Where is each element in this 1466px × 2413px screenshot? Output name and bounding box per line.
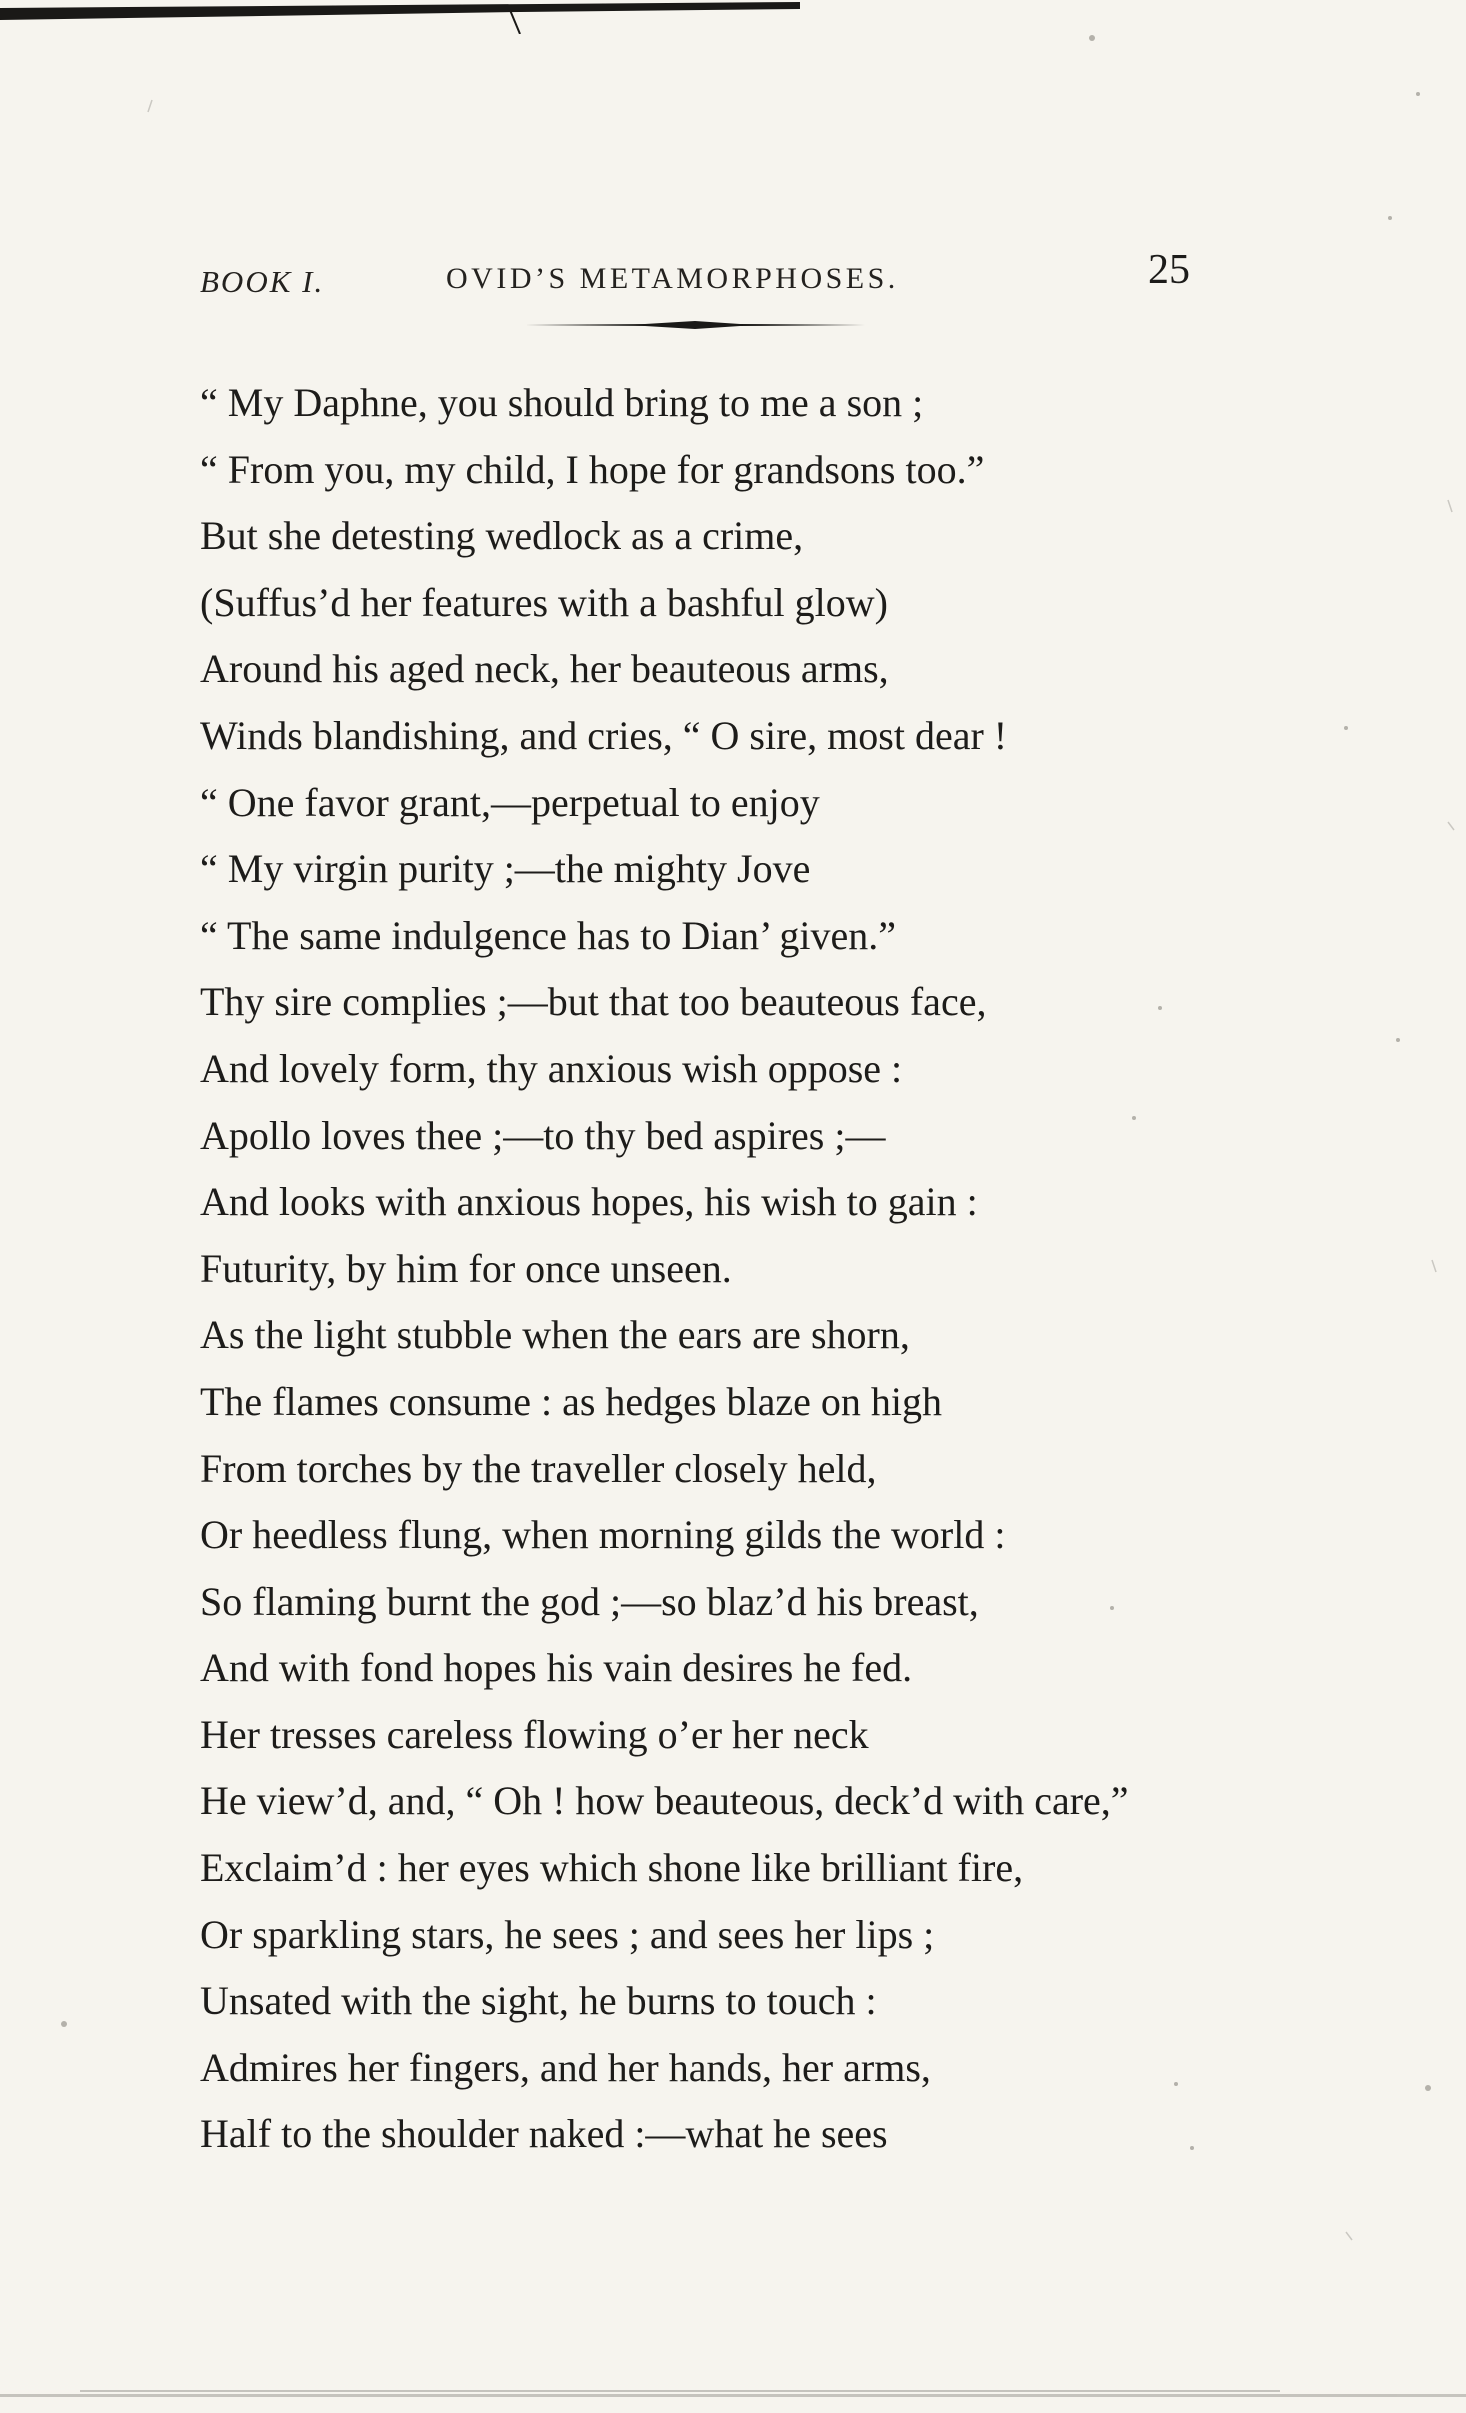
poem-line: Unsated with the sight, he burns to touch : [200,1978,877,2024]
poem-line: Her tresses careless flowing o’er her neck [200,1711,869,1757]
poem-line: “ From you, my child, I hope for grandsons too.” [200,446,985,492]
poem-line: Admires her fingers, and her hands, her arms, [200,2044,931,2090]
poem-line: “ The same indulgence has to Dian’ given.” [200,912,897,958]
poem-line: But she detesting wedlock as a crime, [200,513,804,559]
poem-line: He view’d, and, “ Oh ! how beauteous, deck’d with care,” [200,1778,1129,1824]
poem-line: Winds blandishing, and cries, “ O sire, most dear ! [200,712,1008,758]
poem-line: As the light stubble when the ears are shorn, [200,1312,910,1358]
book-title: OVID’S METAMORPHOSES. [446,262,899,295]
poem-line: So flaming burnt the god ;—so blaz’d his breast, [200,1578,979,1624]
running-head [0,246,1466,306]
poem-line: Apollo loves thee ;—to thy bed aspires ;— [200,1112,886,1158]
poem-line: And lovely form, thy anxious wish oppose : [200,1045,903,1091]
poem-line: (Suffus’d her features with a bashful glow) [200,579,888,625]
poem-line: Exclaim’d : her eyes which shone like brilliant fire, [200,1845,1024,1891]
header-rule [525,318,865,332]
page-number: 25 [1148,247,1190,293]
poem-text [200,370,1200,2168]
poem-line: From torches by the traveller closely held, [200,1445,877,1491]
poem-line: And with fond hopes his vain desires he fed. [200,1645,913,1691]
top-edge-bar [0,0,800,34]
book-label: BOOK I. [200,264,325,299]
poem-line: Or sparkling stars, he sees ; and sees her lips ; [200,1911,935,1957]
poem-line: “ One favor grant,—perpetual to enjoy [200,779,820,825]
poem-line: Futurity, by him for once unseen. [200,1245,732,1291]
poem-line: Around his aged neck, her beauteous arms, [200,646,889,692]
poem-line: “ My Daphne, you should bring to me a son ; [200,380,924,425]
poem-line: Or heedless flung, when morning gilds the world : [200,1512,1006,1558]
poem-line: Half to the shoulder naked :—what he sees [200,2111,888,2157]
poem-line: The flames consume : as hedges blaze on high [200,1378,942,1424]
poem-line: “ My virgin purity ;—the mighty Jove [200,846,811,892]
poem-line: Thy sire complies ;—but that too beauteous face, [200,979,987,1025]
poem-line: And looks with anxious hopes, his wish to gain : [200,1179,978,1225]
